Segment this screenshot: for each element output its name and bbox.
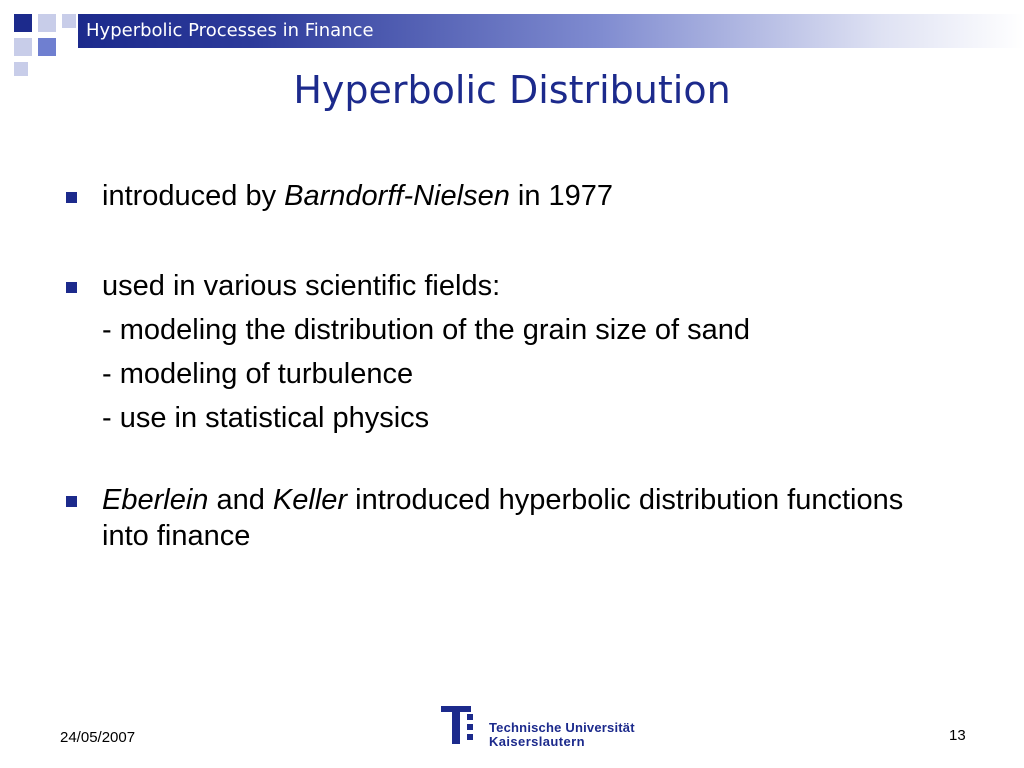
decor-square-4: [38, 38, 56, 56]
sub-item-3: - use in statistical physics: [102, 402, 430, 434]
bullet-3-post: introduced hyperbolic distribution functions into finance: [102, 484, 904, 552]
bullet-item-3: [62, 482, 942, 554]
tu-logo-icon: [437, 700, 487, 750]
bullet-item-2: [62, 268, 942, 304]
page-number: 13: [949, 727, 966, 744]
logo-text-line2: Kaiserslautern: [489, 734, 585, 749]
bullet-3-author-1: Eberlein: [102, 484, 209, 516]
decor-square-5: [62, 14, 76, 28]
bullet-3-author-2: Keller: [272, 484, 348, 516]
decor-square-2: [38, 14, 56, 32]
bullet-list: [62, 178, 942, 554]
bullet-square-icon: [66, 282, 77, 293]
slide-title: Hyperbolic Distribution: [293, 68, 731, 112]
footer-date: 24/05/2007: [60, 729, 136, 746]
bullet-3-mid: and: [208, 484, 273, 516]
bullet-1-author: Barndorff-Nielsen: [284, 180, 510, 212]
sub-item-1: - modeling the distribution of the grain size of sand: [102, 314, 751, 346]
decor-square-3: [14, 38, 32, 56]
bullet-1-post: in 1977: [509, 180, 614, 212]
sub-item-2: - modeling of turbulence: [102, 358, 414, 390]
bullet-square-icon: [66, 192, 77, 203]
bullet-2-text: used in various scientific fields:: [102, 270, 501, 302]
decor-square-1: [14, 14, 32, 32]
bullet-item-1: [62, 178, 942, 214]
logo-text-line1: Technische Universität: [489, 720, 635, 735]
header-title: Hyperbolic Processes in Finance: [86, 20, 374, 41]
bullet-square-icon: [66, 496, 77, 507]
bullet-1-pre: introduced by: [102, 180, 285, 212]
university-logo: [437, 700, 635, 750]
